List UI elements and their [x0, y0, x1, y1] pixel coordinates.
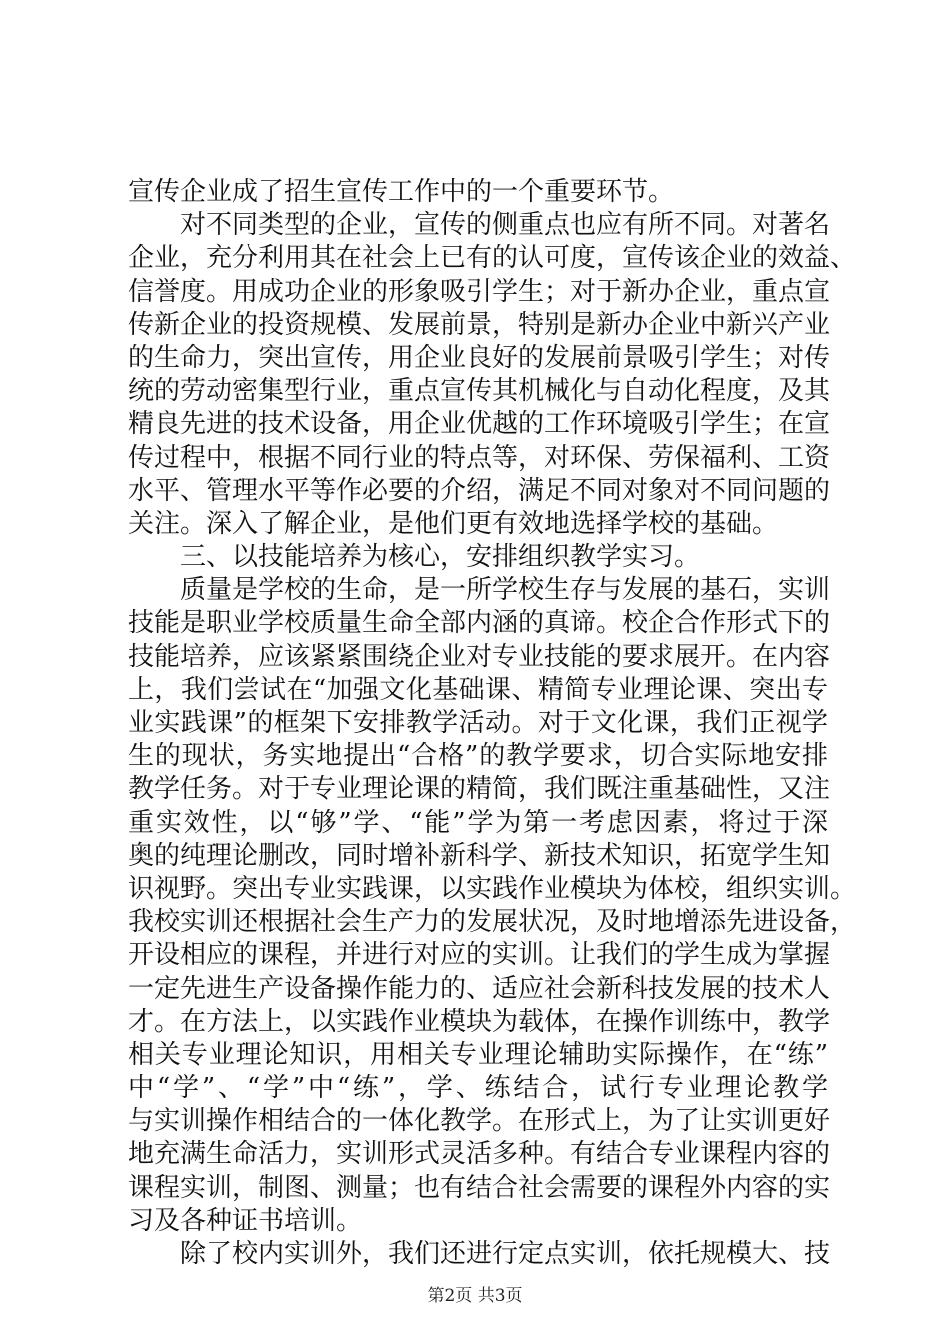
- text-line: 技能培养，应该紧紧围绕企业对专业技能的要求展开。在内容: [128, 641, 831, 672]
- text-line: 企业，充分利用其在社会上已有的认可度，宣传该企业的效益、: [128, 243, 857, 274]
- text-line: 识视野。突出专业实践课，以实践作业模块为体校，组织实训。: [128, 873, 857, 904]
- text-line: 教学任务。对于专业理论课的精简，我们既注重基础性，又注: [128, 774, 831, 805]
- text-line: 地充满生命活力，实训形式灵活多种。有结合专业课程内容的: [128, 1139, 831, 1170]
- text-line: 技能是职业学校质量生命全部内涵的真谛。校企合作形式下的: [128, 608, 831, 639]
- text-line: 统的劳动密集型行业，重点宣传其机械化与自动化程度，及其: [128, 376, 831, 407]
- text-line: 关注。深入了解企业，是他们更有效地选择学校的基础。: [128, 508, 779, 539]
- text-line: 中“学”、“学”中“练”，学、练结合，试行专业理论教学: [128, 1073, 828, 1104]
- document-body: [128, 176, 857, 1271]
- text-line: 生的现状，务实地提出“合格”的教学要求，切合实际地安排: [128, 741, 828, 772]
- text-line: 水平、管理水平等作必要的介绍，满足不同对象对不同问题的: [128, 475, 831, 506]
- text-line: 奥的纯理论删改，同时增补新科学、新技术知识，拓宽学生知: [128, 840, 831, 871]
- text-line: 传过程中，根据不同行业的特点等，对环保、劳保福利、工资: [128, 442, 831, 473]
- text-line: 我校实训还根据社会生产力的发展状况，及时地增添先进设备，: [128, 907, 857, 938]
- text-line: 质量是学校的生命，是一所学校生存与发展的基石，实训: [180, 575, 831, 606]
- text-line: 才。在方法上，以实践作业模块为载体，在操作训练中，教学: [128, 1006, 831, 1037]
- text-line: 传新企业的投资规模、发展前景，特别是新办企业中新兴产业: [128, 309, 831, 340]
- text-line: 与实训操作相结合的一体化教学。在形式上，为了让实训更好: [128, 1106, 831, 1137]
- text-line: 上，我们尝试在“加强文化基础课、精简专业理论课、突出专: [128, 674, 828, 705]
- text-line: 课程实训，制图、测量；也有结合社会需要的课程外内容的实: [128, 1172, 831, 1203]
- text-line: 相关专业理论知识，用相关专业理论辅助实际操作，在“练”: [128, 1039, 828, 1070]
- text-line: 对不同类型的企业，宣传的侧重点也应有所不同。对著名: [180, 210, 831, 241]
- text-line: 习及各种证书培训。: [128, 1205, 363, 1236]
- text-line: 开设相应的课程，并进行对应的实训。让我们的学生成为掌握: [128, 940, 831, 971]
- text-line: 信誉度。用成功企业的形象吸引学生；对于新办企业，重点宣: [128, 276, 831, 307]
- page-footer: 第2页 共3页: [427, 1286, 523, 1306]
- text-line: 精良先进的技术设备，用企业优越的工作环境吸引学生；在宣: [128, 409, 831, 440]
- text-line: 重实效性，以“够”学、“能”学为第一考虑因素，将过于深: [128, 807, 828, 838]
- text-line: 业实践课”的框架下安排教学活动。对于文化课，我们正视学: [128, 708, 828, 738]
- text-line: 宣传企业成了招生宣传工作中的一个重要环节。: [128, 177, 675, 207]
- text-line: 一定先进生产设备操作能力的、适应社会新科技发展的技术人: [128, 973, 831, 1004]
- text-line: 的生命力，突出宣传，用企业良好的发展前景吸引学生；对传: [128, 342, 831, 373]
- text-line: 三、以技能培养为核心，安排组织教学实习。: [180, 542, 701, 573]
- text-line: 除了校内实训外，我们还进行定点实训，依托规模大、技: [180, 1239, 831, 1269]
